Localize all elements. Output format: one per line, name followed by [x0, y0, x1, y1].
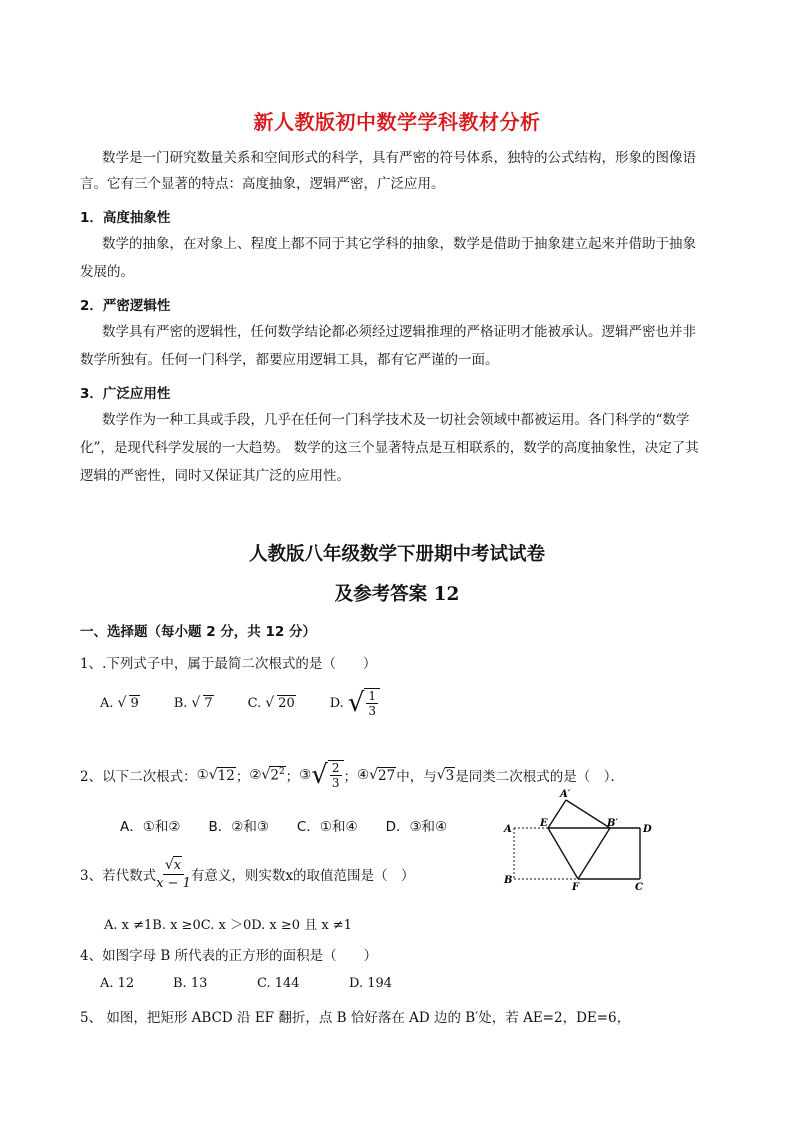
part-heading: 一、选择题（每小题 2 分，共 12 分） [80, 624, 316, 640]
q3-fraction [156, 856, 191, 892]
q3-suffix: 有意义，则实数x的取值范围是（ ） [190, 868, 415, 884]
section-2-line-2: 数学所独有。任何一门科学，都要应用逻辑工具，都有它严谨的一面。 [80, 352, 499, 368]
q2-option-a: A．①和② [120, 819, 181, 835]
sqrt-icon: √ [369, 767, 379, 783]
q2-marker-1: ① [196, 767, 209, 783]
line-fb-prime [578, 828, 610, 879]
label-e: E [540, 818, 548, 829]
exam-title-line-1: 人教版八年级数学下册期中考试试卷 [248, 544, 545, 565]
section-2-line-1: 数学具有严密的逻辑性，任何数学结论都必须经过逻辑推理的严格证明才能被承认。逻辑严密也并非 [102, 324, 696, 340]
sqrt-icon: √ [208, 767, 218, 783]
q2-mid: 中，与 [396, 769, 437, 785]
q1-option-c-radicand: 20 [278, 696, 295, 711]
sqrt-icon: √ [117, 695, 127, 711]
q1-option-b-radicand: 7 [204, 696, 213, 711]
q3-numerator-radicand: x [173, 858, 182, 873]
section-1-line-1: 数学的抽象，在对象上、程度上都不同于其它学科的抽象，数学是借助于抽象建立起来并借助于抽象 [102, 236, 696, 252]
section-heading-2: 2．严密逻辑性 [80, 298, 171, 314]
question-4-options [100, 976, 392, 991]
section-3-line-1: 数学作为一种工具或手段，几乎在任何一门科学技术及一切社会领域中都被运用。各门科学的“数学 [102, 412, 690, 428]
section-heading-1: 1．高度抽象性 [80, 210, 171, 226]
q3-prefix: 3、若代数式 [80, 868, 157, 884]
q2-suffix: 是同类二次根式的是（ ）． [455, 769, 624, 785]
exam-title-line-2: 及参考答案 12 [334, 584, 460, 605]
question-2-options [120, 815, 447, 835]
q1-option-c-label: C. [247, 695, 262, 711]
q2-option-b: B．②和③ [208, 819, 269, 835]
q2-radicand-4: 27 [378, 767, 396, 784]
q4-option-d: D. 194 [349, 976, 393, 991]
q2-radicand-5: 3 [445, 767, 455, 784]
q1-option-b-label: B. [173, 695, 188, 711]
section-heading-3: 3．广泛应用性 [80, 386, 171, 402]
q2-option-c: C．①和④ [296, 819, 358, 835]
sqrt-icon: √ [191, 695, 201, 711]
q3-denominator: x − 1 [156, 876, 191, 891]
question-5-stem: 5、 如图，把矩形 ABCD 沿 EF 翻折，点 B 恰好落在 AD 边的 B′处，若 AE=2，DE=6， [80, 1010, 631, 1026]
q2-sqrt-3 [311, 760, 343, 790]
q4-option-c: C. 144 [257, 976, 300, 991]
sqrt-icon: √ [164, 857, 174, 873]
q2-sep-1: ； [235, 769, 250, 785]
line-a-prime-b-prime [566, 800, 610, 828]
sqrt-icon: √ [265, 695, 275, 711]
section-1-line-2: 发展的。 [80, 264, 134, 280]
q2-marker-3: ③ [299, 767, 312, 783]
label-b-prime: B′ [607, 818, 619, 829]
label-d: D [643, 824, 652, 835]
question-1-stem: 1、.下列式子中，属于最简二次根式的是（ ） [80, 656, 377, 672]
q1-option-a-label: A. [100, 695, 114, 711]
q2-marker-2: ② [249, 767, 262, 783]
sqrt-icon: √ [311, 760, 328, 790]
sqrt-icon: √ [261, 767, 271, 783]
geometry-figure [498, 786, 664, 892]
label-f: F [572, 882, 580, 892]
q2-radicand-1: 12 [217, 767, 235, 784]
line-ea-prime [548, 800, 566, 828]
q2-frac-denominator: 3 [331, 776, 340, 790]
q2-marker-4: ④ [357, 767, 370, 783]
q4-option-b: B. 13 [173, 976, 208, 991]
section-3-line-3: 逻辑的严密性，同时又保证其广泛的应用性。 [80, 468, 350, 484]
q4-option-a: A. 12 [100, 976, 135, 991]
q1-d-denominator: 3 [368, 704, 377, 718]
section-3-line-2: 化”，是现代科学发展的一大趋势。 数学的这三个显著特点是互相联系的，数学的高度抽象性，决定了其 [80, 440, 699, 456]
q2-radicand-2-exponent: 2 [278, 767, 285, 778]
q2-frac-numerator: 2 [331, 761, 340, 775]
q1-option-d-label: D. [329, 695, 344, 711]
intro-line-1: 数学是一门研究数量关系和空间形式的科学，具有严密的符号体系，独特的公式结构，形象的图像语 [102, 150, 696, 166]
q2-option-d: D．③和④ [385, 819, 448, 835]
intro-line-2: 言。它有三个显著的特点：高度抽象，逻辑严密，广泛应用。 [80, 176, 445, 192]
label-a-prime: A′ [560, 789, 571, 800]
q1-option-a-radicand: 9 [130, 696, 139, 711]
line-ef [548, 828, 578, 879]
question-1-options [100, 688, 380, 718]
question-3-stem [80, 856, 414, 892]
label-a: A [504, 824, 512, 835]
label-c: C [635, 882, 643, 892]
q1-d-numerator: 1 [368, 689, 377, 703]
question-4-stem: 4、如图字母 B 所代表的正方形的面积是（ ） [80, 948, 378, 964]
label-b: B [504, 875, 513, 886]
q2-sep-2: ； [285, 769, 300, 785]
question-3-options: A. x ≠1B. x ≥0C. x ＞0D. x ≥0 且 x ≠1 [104, 918, 352, 933]
q2-radicand-2: 2 [270, 767, 279, 784]
sqrt-icon: √ [436, 767, 446, 783]
q1-option-d-sqrt [348, 688, 380, 718]
q2-sep-3: ； [343, 769, 357, 785]
sqrt-icon: √ [347, 688, 365, 718]
page-title: 新人教版初中数学学科教材分析 [253, 110, 541, 134]
q2-prefix: 2、以下二次根式： [80, 769, 197, 785]
